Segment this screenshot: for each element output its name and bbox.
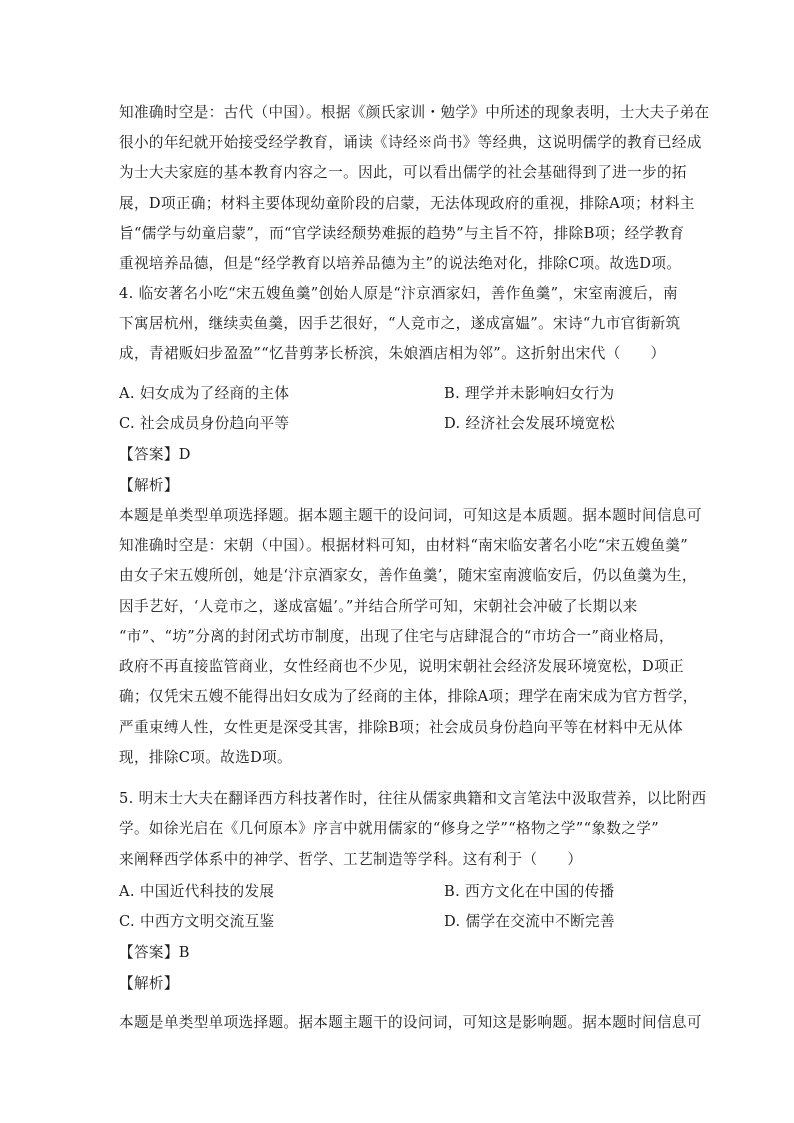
q5-option-c: C. 中西方文明交流互鉴 [119, 913, 275, 930]
question-4-stem: 4. 临安著名小吃“宋五嫂鱼羹”创始人原是“汴京酒家妇，善作鱼羹”，宋室南渡后，南 [119, 285, 678, 302]
q4-analysis-line: 政府不再直接监管商业，女性经商也不少见，说明宋朝社会经济发展环境宽松，D项正 [119, 658, 684, 675]
q4-analysis-line: 因手艺好，‘人竞市之，遂成富媪’。”并结合所学可知，宋朝社会冲破了长期以来 [119, 598, 638, 615]
q5-analysis-line: 本题是单类型单项选择题。据本题主题干的设问词，可知这是影响题。据本题时间信息可 [119, 1014, 702, 1031]
q5-option-b: B. 西方文化在中国的传播 [444, 883, 615, 900]
q4-analysis-line: 知准确时空是：宋朝（中国）。根据材料可知，由材料“南宋临安著名小吃“宋五嫂鱼羹” [119, 537, 689, 554]
q5-analysis-heading: 【解析】 [119, 975, 179, 992]
q4-option-a: A. 妇女成为了经商的主体 [119, 385, 290, 402]
q5-option-d: D. 儒学在交流中不断完善 [444, 913, 615, 930]
question-4-stem: 成，青裙贩妇步盈盈”“忆昔剪茅长桥滨，朱娘酒店相为邻”。这折射出宋代（ ） [119, 345, 666, 362]
question-5-stem: 5. 明末士大夫在翻译西方科技著作时，往往从儒家典籍和文言笔法中汲取营养，以比附西 [119, 790, 707, 807]
question-5-stem: 来阐释西学体系中的神学、哲学、工艺制造等学科。这有利于（ ） [119, 851, 583, 868]
q4-analysis-line: 严重束缚人性，女性更是深受其害，排除B项；社会成员身份趋向平等在材料中无从体 [119, 719, 683, 736]
q5-option-a: A. 中国近代科技的发展 [119, 883, 275, 900]
q4-analysis-line: 本题是单类型单项选择题。据本题主题干的设问词，可知这是本质题。据本题时间信息可 [119, 507, 702, 524]
q4-option-c: C. 社会成员身份趋向平等 [119, 415, 290, 432]
text-line: 知准确时空是：古代（中国）。根据《颜氏家训・勉学》中所述的现象表明，士大夫子弟在 [119, 104, 710, 121]
q4-option-b: B. 理学并未影响妇女行为 [444, 385, 615, 402]
q4-analysis-line: 由女子宋五嫂所创，她是‘汴京酒家女，善作鱼羹’，随宋室南渡临安后，仍以鱼羹为生， [119, 567, 697, 584]
q4-analysis-heading: 【解析】 [119, 477, 179, 494]
q4-analysis-line: 现，排除C项。故选D项。 [119, 749, 293, 766]
text-line: 展，D项正确；材料主要体现幼童阶段的启蒙，无法体现政府的重视，排除A项；材料主 [119, 195, 695, 212]
q4-analysis-line: “市”、“坊”分离的封闭式坊市制度，出现了住宅与店肆混合的“市坊合一”商业格局， [119, 628, 674, 645]
text-line: 很小的年纪就开始接受经学教育，诵读《诗经※尚书》等经典，这说明儒学的教育已经成 [119, 134, 702, 151]
q4-analysis-line: 确；仅凭宋五嫂不能得出妇女成为了经商的主体，排除A项；理学在南宋成为官方哲学， [119, 688, 698, 705]
q4-option-d: D. 经济社会发展环境宽松 [444, 415, 615, 432]
question-4-stem: 下寓居杭州，继续卖鱼羹，因手艺很好，“人竞市之，遂成富媪”。宋诗“九市官街新筑 [119, 315, 681, 332]
q5-answer: 【答案】B [119, 944, 190, 961]
question-5-stem: 学。如徐光启在《几何原本》序言中就用儒家的“修身之学”“格物之学”“象数之学” [119, 820, 660, 837]
text-line: 旨“儒学与幼童启蒙”，而“官学读经颓势难振的趋势”与主旨不符，排除B项；经学教育 [119, 225, 685, 242]
text-line: 重视培养品德，但是“经学教育以培养品德为主”的说法绝对化，排除C项。故选D项。 [119, 255, 682, 272]
q4-answer: 【答案】D [119, 446, 191, 463]
text-line: 为士大夫家庭的基本教育内容之一。因此，可以看出儒学的社会基础得到了进一步的拓 [119, 164, 687, 181]
